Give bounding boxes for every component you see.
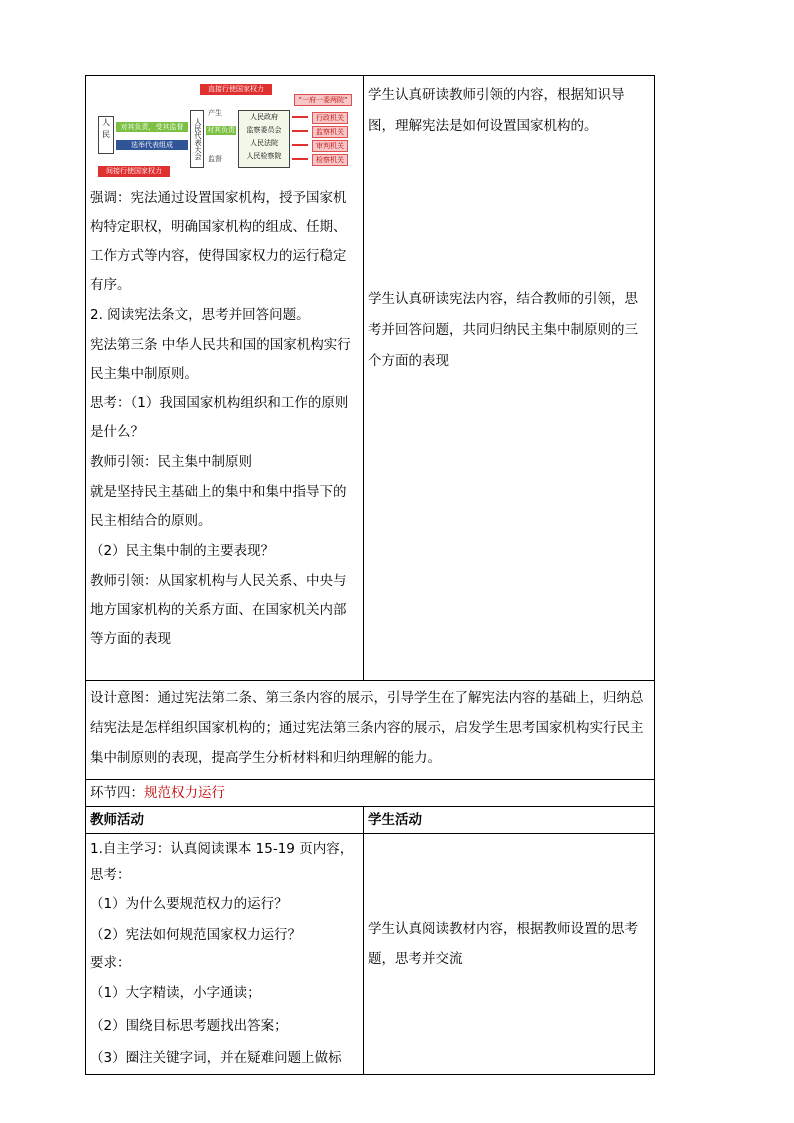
section-prefix: 环节四： <box>90 785 144 801</box>
arrow-line <box>292 116 308 118</box>
arrow-line <box>292 158 308 160</box>
supervise-label: 监督 <box>208 155 222 163</box>
teacher-header: 教师活动 <box>86 807 364 834</box>
instruction-paragraph: 2. 阅读宪法条文，思考并回答问题。 <box>90 307 310 323</box>
people-box: 人民 <box>98 116 114 154</box>
requirement-3: （3）圈注关键字词，并在疑难问题上做标 <box>90 1050 342 1066</box>
produce-label: 产生 <box>208 109 222 117</box>
organ-type: 监察机关 <box>312 126 348 138</box>
question-1: 思考：（1）我国国家机构组织和工作的原则是什么？ <box>90 395 349 440</box>
requirement-title: 要求： <box>90 955 131 971</box>
organ-type: 行政机关 <box>312 112 348 124</box>
requirement-2: （2）围绕目标思考题找出答案； <box>90 1018 288 1034</box>
question-2: （2）民主集中制的主要表现？ <box>90 543 275 559</box>
left-top-arrow: 对其负责，受其监督 <box>116 122 188 132</box>
slogan-label: “一府一委两院” <box>294 94 352 106</box>
organ-item: 人民检察院 <box>246 152 282 160</box>
student-activity-3: 学生认真阅读教材内容，根据教师设置的思考题，思考并交流 <box>368 921 638 967</box>
question-1: （1）为什么要规范权力的运行？ <box>90 896 288 912</box>
organ-item: 人民法院 <box>250 139 278 147</box>
section-title <box>86 780 655 807</box>
direct-power-label: 直接行使国家权力 <box>200 84 272 95</box>
congress-box: 人民代表大会 <box>190 110 204 168</box>
responsible-arrow: 对其负责 <box>207 126 235 134</box>
left-bottom-arrow: 选举代表组成 <box>116 140 188 150</box>
constitution-article: 宪法第三条 中华人民共和国的国家机构实行民主集中制原则。 <box>90 337 351 382</box>
arrow-line <box>292 130 308 132</box>
self-study: 1.自主学习：认真阅读课本 15-19 页内容，思考： <box>90 841 354 883</box>
design-intent: 设计意图：通过宪法第二条、第三条内容的展示，引导学生在了解宪法内容的基础上，归纳总结宪法是怎样组织国家机构的；通过宪法第三条内容的展示，启发学生思考国家机构实行民主集中制原则的表现，提高学生分析材料和归纳理解的能力。 <box>86 681 655 780</box>
student-header: 学生活动 <box>364 807 655 834</box>
organs-box <box>238 110 290 168</box>
organ-type: 检察机关 <box>312 154 348 166</box>
arrow-line <box>292 144 308 146</box>
indirect-power-label: 间接行使国家权力 <box>98 166 170 177</box>
principle-explanation: 就是坚持民主基础上的集中和集中指导下的民主相结合的原则。 <box>90 484 347 529</box>
section-name: 规范权力运行 <box>144 785 225 801</box>
requirement-1: （1）大字精读，小字通读； <box>90 985 261 1001</box>
student-cell <box>364 834 655 1075</box>
emphasis-paragraph: 强调：宪法通过设置国家机构，授予国家机构特定职权，明确国家机构的组成、任期、工作方式等内容，使得国家权力的运行稳定有序。 <box>90 190 347 293</box>
teacher-guide-2: 教师引领：从国家机构与人民关系、中央与地方国家机构的关系方面、在国家机关内部等方面的表现 <box>90 573 347 647</box>
table-row <box>86 76 655 681</box>
state-organ-diagram <box>90 82 352 178</box>
student-activity-2: 学生认真研读宪法内容，结合教师的引领，思考并回答问题，共同归纳民主集中制原则的三个方面的表现 <box>368 291 638 369</box>
teacher-guide-1: 教师引领：民主集中制原则 <box>90 454 252 470</box>
teacher-cell <box>86 834 364 1075</box>
student-activity-1: 学生认真研读教师引领的内容，根据知识导图，理解宪法是如何设置国家机构的。 <box>368 87 625 134</box>
teacher-cell <box>86 76 364 681</box>
table-row <box>86 807 655 834</box>
lesson-table <box>85 75 655 1075</box>
organ-type: 审判机关 <box>312 140 348 152</box>
question-2: （2）宪法如何规范国家权力运行？ <box>90 927 302 943</box>
organ-item: 监察委员会 <box>246 126 282 134</box>
student-cell <box>364 76 655 681</box>
table-row <box>86 834 655 1075</box>
table-row <box>86 780 655 807</box>
document-page <box>85 75 654 1075</box>
table-row <box>86 681 655 780</box>
organ-item: 人民政府 <box>250 113 278 121</box>
